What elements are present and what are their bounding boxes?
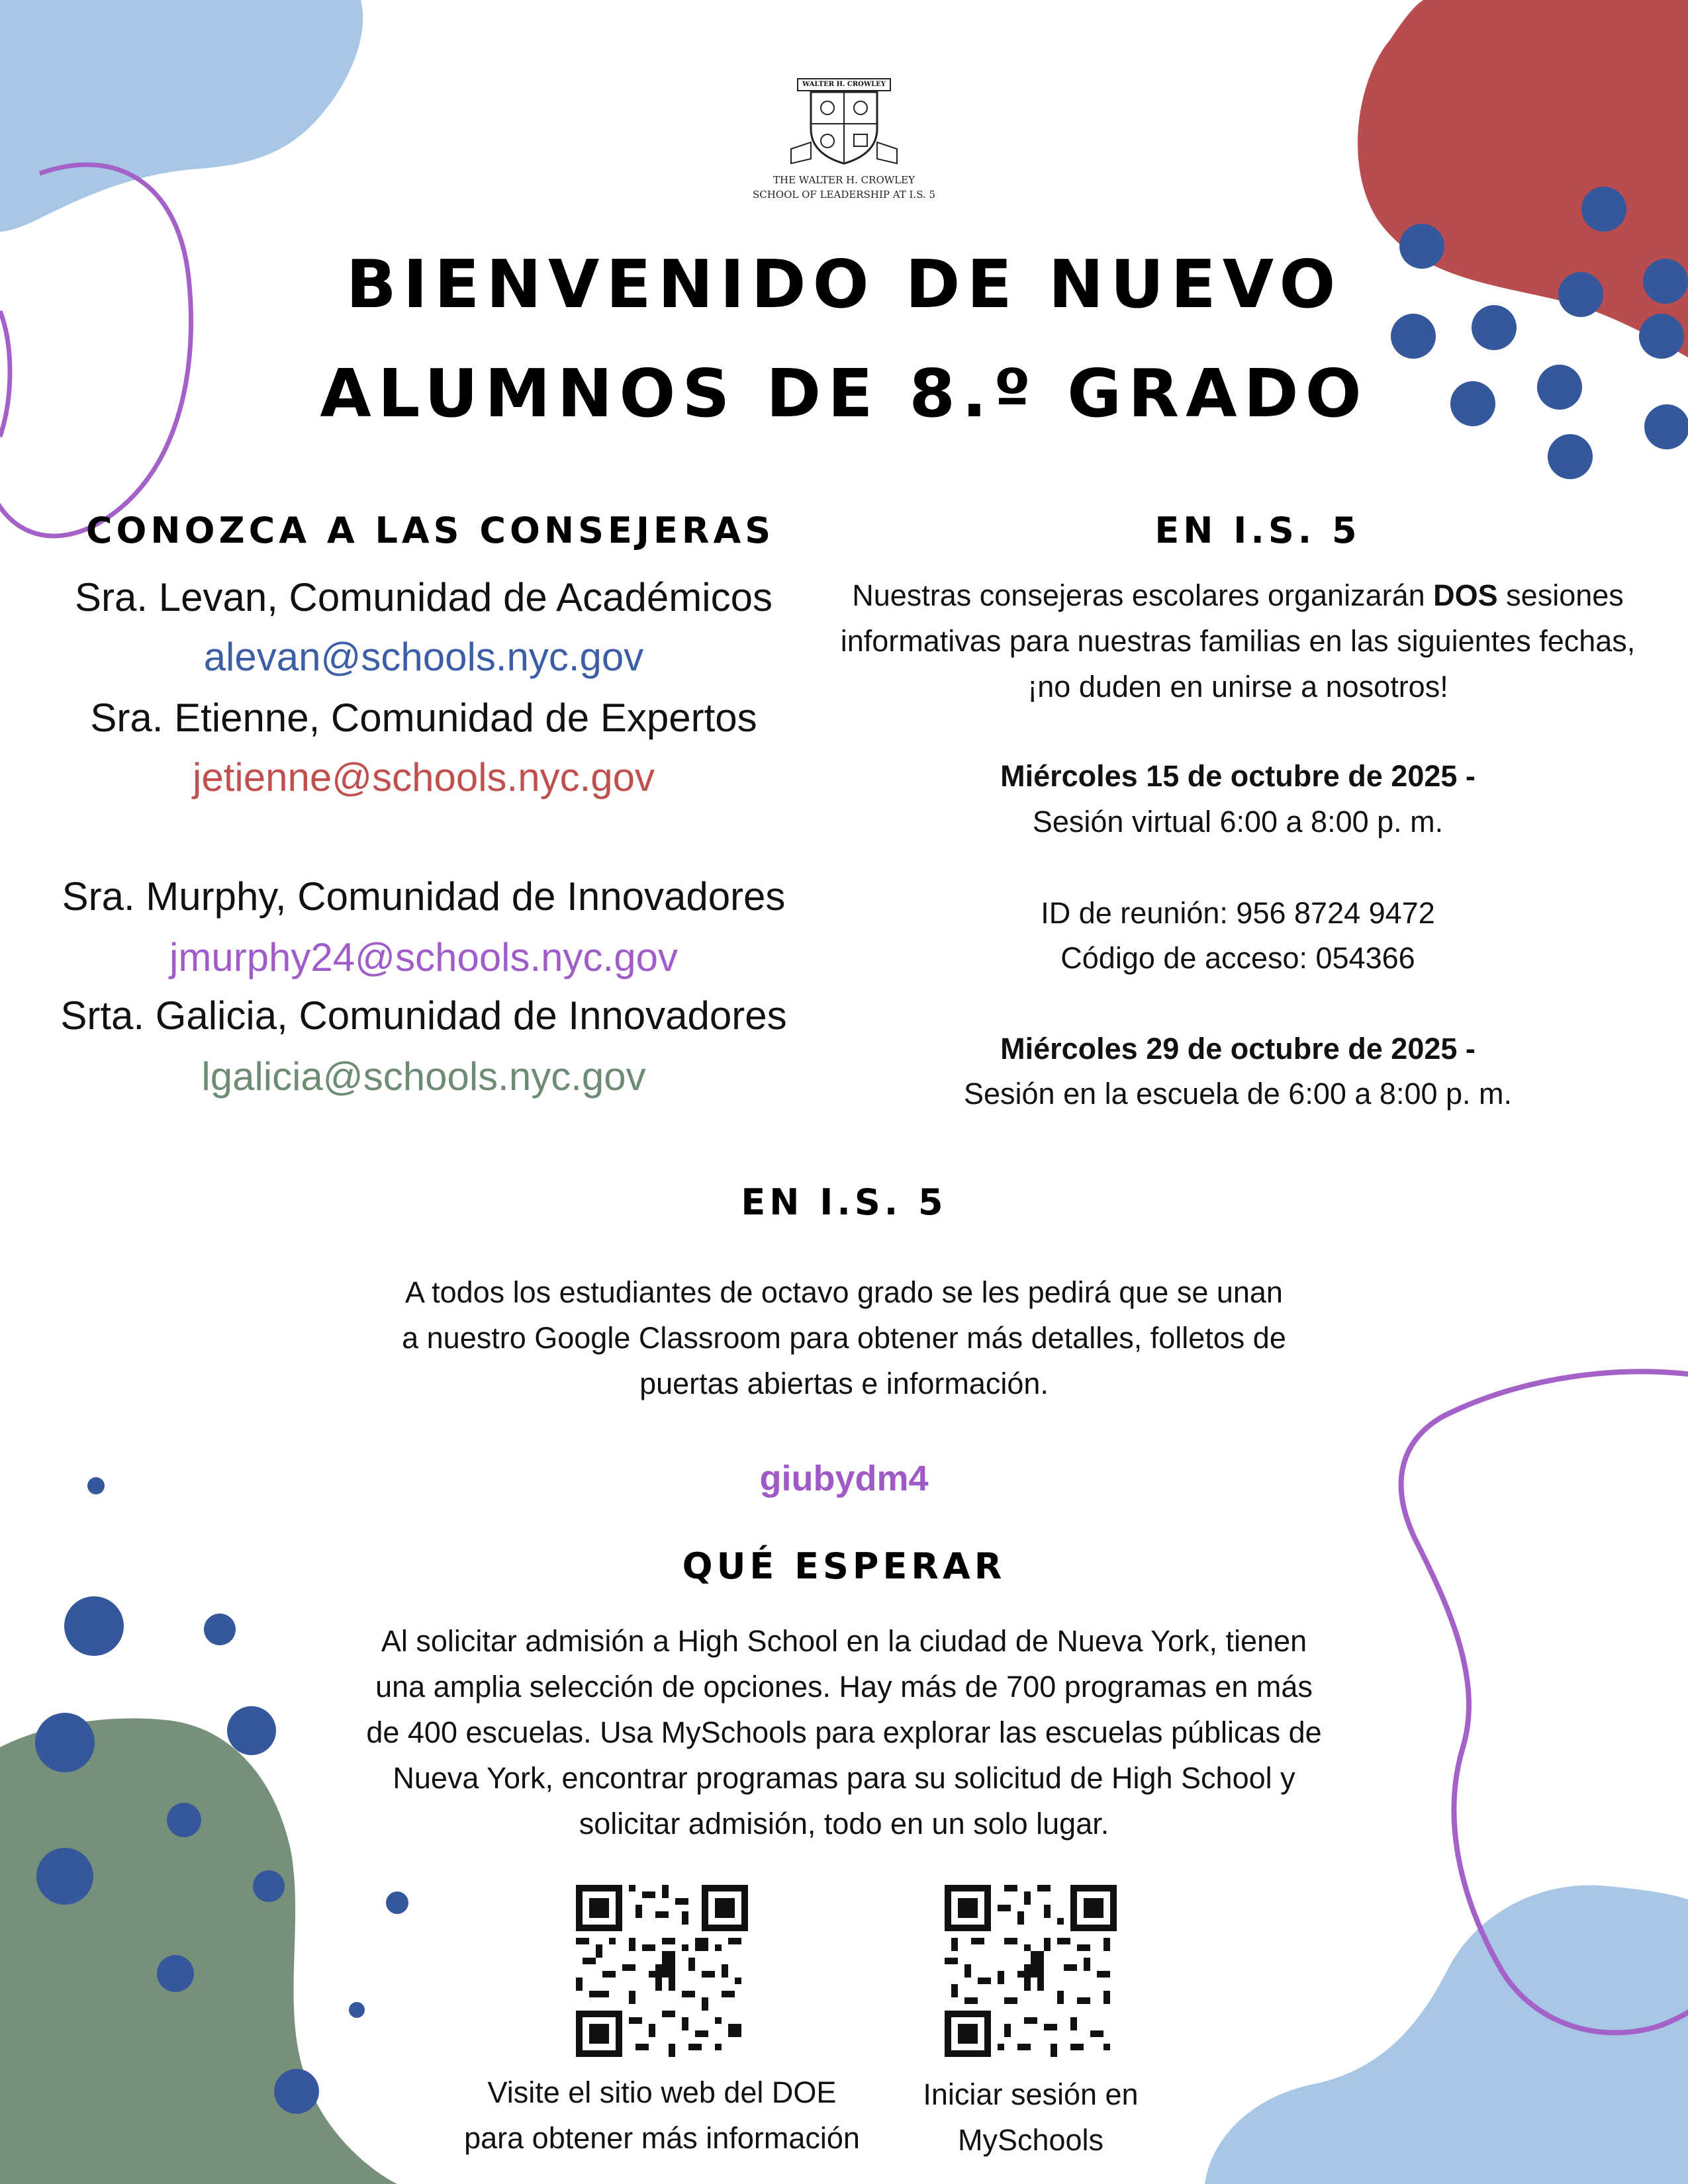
qr-caption-doe-line1: Visite el sitio web del DOE bbox=[487, 2075, 837, 2109]
light-blue-blob-top-left bbox=[0, 0, 363, 232]
session2-description: Sesión en la escuela de 6:00 a 8:00 p. m. bbox=[963, 1077, 1513, 1111]
counselor-email-levan[interactable]: alevan@schools.nyc.gov bbox=[203, 635, 644, 679]
counselor-name-galicia: Srta. Galicia, Comunidad de Innovadores bbox=[60, 993, 787, 1038]
sessions-intro-end: sesiones informativas para nuestras familias en las siguientes fechas, ¡no duden en unirse a nosotros! bbox=[840, 578, 1636, 704]
sessions-intro-bold: DOS bbox=[1433, 578, 1498, 612]
counselor-email-etienne[interactable]: jetienne@schools.nyc.gov bbox=[193, 755, 655, 799]
classroom-code[interactable]: giubydm4 bbox=[759, 1459, 929, 1498]
school-logo bbox=[752, 76, 936, 208]
meeting-id: ID de reunión: 956 8724 9472 bbox=[1041, 896, 1435, 930]
page-title-line1: BIENVENIDO DE NUEVO bbox=[346, 246, 1342, 323]
counselor-name-etienne: Sra. Etienne, Comunidad de Expertos bbox=[90, 696, 757, 740]
sessions-intro-start: Nuestras consejeras escolares organizarán bbox=[852, 578, 1434, 612]
school-seal-icon bbox=[771, 76, 917, 169]
qr-code-doe[interactable] bbox=[576, 1885, 748, 2057]
logo-seal-text: WALTER H. CROWLEY bbox=[802, 81, 886, 88]
sessions-heading: EN I.S. 5 bbox=[1154, 510, 1361, 551]
counselors-heading: CONOZCA A LAS CONSEJERAS bbox=[85, 510, 775, 551]
logo-line1: THE WALTER H. CROWLEY bbox=[773, 174, 915, 186]
qr-code-myschools[interactable] bbox=[945, 1885, 1117, 2057]
expect-heading: QUÉ ESPERAR bbox=[682, 1545, 1006, 1587]
session1-date: Miércoles 15 de octubre de 2025 - bbox=[1000, 759, 1476, 793]
counselor-email-galicia[interactable]: lgalicia@schools.nyc.gov bbox=[201, 1054, 646, 1099]
session1-description: Sesión virtual 6:00 a 8:00 p. m. bbox=[1032, 805, 1444, 839]
qr-code-icon bbox=[945, 1885, 1117, 2057]
session2-date: Miércoles 29 de octubre de 2025 - bbox=[1000, 1032, 1476, 1066]
qr-code-icon bbox=[576, 1885, 748, 2057]
qr-caption-myschools-line2: MySchools bbox=[957, 2123, 1104, 2157]
access-code: Código de acceso: 054366 bbox=[1060, 941, 1415, 975]
counselor-email-murphy[interactable]: jmurphy24@schools.nyc.gov bbox=[169, 935, 678, 979]
qr-caption-myschools-line1: Iniciar sesión en bbox=[923, 2077, 1139, 2111]
green-blob-bottom-left bbox=[0, 1718, 397, 2184]
classroom-heading: EN I.S. 5 bbox=[741, 1181, 947, 1223]
classroom-text: A todos los estudiantes de octavo grado se les pedirá que se unan a nuestro Google Classroom para obtener más detalles, folletos de puertas abiertas e información. bbox=[402, 1275, 1286, 1400]
logo-line2: SCHOOL OF LEADERSHIP AT I.S. 5 bbox=[752, 189, 936, 201]
counselor-name-murphy: Sra. Murphy, Comunidad de Innovadores bbox=[62, 874, 786, 919]
sessions-intro bbox=[827, 572, 1648, 709]
counselor-name-levan: Sra. Levan, Comunidad de Académicos bbox=[75, 575, 773, 619]
qr-caption-doe-line2: para obtener más información bbox=[464, 2121, 860, 2155]
page-title-line2: ALUMNOS DE 8.º GRADO bbox=[320, 355, 1368, 432]
expect-text: Al solicitar admisión a High School en la ciudad de Nueva York, tienen una amplia selección de opciones. Hay más de 700 programas en más de 400 escuelas. Usa MySchools para explorar las escuelas públicas de Nueva York, encontrar programas para su solicitud de High School y solicitar admisión, todo en un solo lugar. bbox=[366, 1624, 1322, 1841]
